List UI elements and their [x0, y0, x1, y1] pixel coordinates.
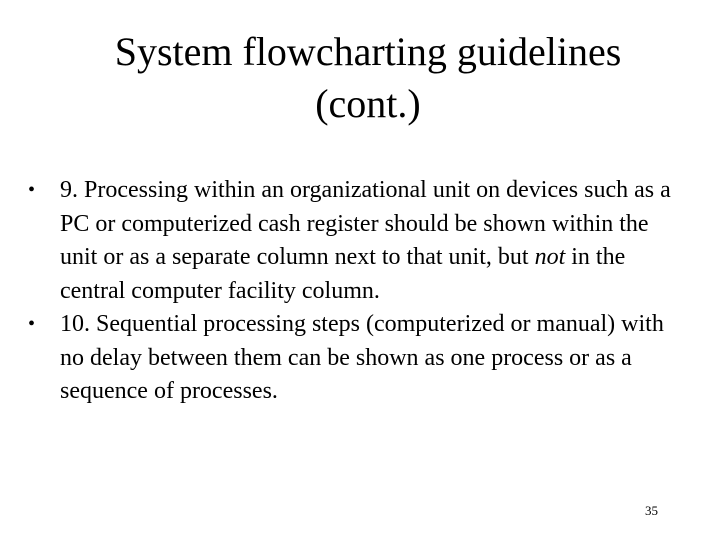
slide-title-line-1: System flowcharting guidelines [114, 29, 622, 74]
bullet-item-9 [28, 174, 678, 308]
bullet-text: 9. Processing within an organizational unit on devices such as a PC or computerized cash register should be shown within the unit or as a separate column next to that unit, but [60, 177, 671, 270]
bullet-list [28, 174, 678, 409]
bullet-marker: • [28, 313, 36, 335]
bullet-text-end: in the central computer facility column. [60, 244, 626, 304]
bullet-item-10 [28, 308, 678, 409]
page-number: 35 [645, 503, 658, 518]
bullet-marker: • [28, 179, 36, 201]
bullet-text: 10. Sequential processing steps (computerized or manual) with no delay between them can be shown as one process or as a sequence of processes. [60, 311, 664, 404]
slide-title-line-2: (cont.) [315, 81, 421, 126]
slide-title [0, 26, 720, 130]
bullet-emphasis: not [534, 244, 566, 270]
